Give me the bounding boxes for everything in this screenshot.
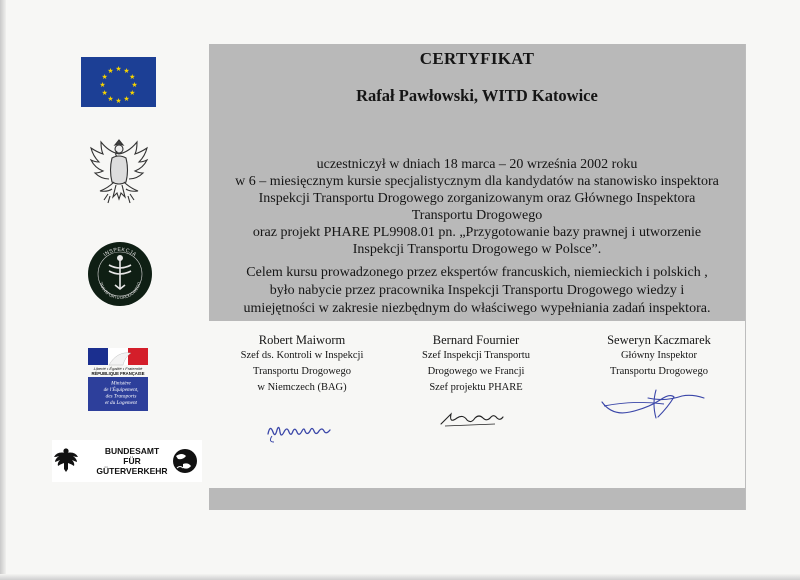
svg-text:★: ★ — [115, 65, 122, 73]
french-ministry-logo-icon — [85, 345, 153, 413]
body-line: uczestniczył w dniach 18 marca – 20 września 2002 roku — [316, 157, 638, 172]
svg-text:★: ★ — [129, 73, 136, 81]
svg-text:TRANSPORTU DROGOWEGO: TRANSPORTU DROGOWEGO — [98, 281, 142, 301]
body-line: w 6 – miesięcznym kursie specjalistycznym dla kandydatów na stanowisko inspektora — [235, 174, 719, 189]
bag-logo-icon — [52, 440, 202, 482]
bag-name-line: BUNDESAMT — [104, 446, 160, 456]
signature-maiworm — [262, 412, 372, 446]
signatory-name: Bernard Fournier — [432, 333, 520, 347]
certificate-title: CERTYFIKAT — [419, 49, 535, 68]
signatory-role-line: Drogowego we Francji — [427, 366, 525, 377]
footer-bar — [209, 488, 745, 510]
body-line: oraz projekt PHARE PL9908.01 pn. „Przygotowanie bazy prawnej i utworzenie — [252, 225, 702, 240]
svg-text:★: ★ — [101, 89, 108, 97]
signatory-kaczmarek — [585, 333, 733, 380]
polish-eagle-emblem-icon — [86, 136, 152, 210]
certificate-body — [209, 156, 745, 258]
svg-text:★: ★ — [115, 97, 122, 105]
course-purpose — [209, 264, 745, 318]
signatory-role-line: Szef ds. Kontroli w Inspekcji — [240, 350, 364, 361]
svg-text:★: ★ — [129, 89, 136, 97]
bag-name-line: FÜR — [123, 456, 141, 466]
purpose-line: umiejętności w zakresie niezbędnym do właściwego wypełniania zadań inspektora. — [243, 301, 711, 316]
svg-text:★: ★ — [123, 94, 130, 103]
signatory-role-line: Transportu Drogowego — [610, 366, 708, 377]
svg-text:et du Logement: et du Logement — [105, 400, 137, 406]
page-shadow-left — [0, 0, 6, 580]
purpose-line: Celem kursu prowadzonego przez ekspertów francuskich, niemieckich i polskich , — [246, 265, 708, 280]
svg-text:INSPEKCJA: INSPEKCJA — [102, 246, 138, 259]
svg-text:★: ★ — [131, 81, 138, 89]
signatory-maiworm — [228, 333, 376, 396]
signatory-fournier — [402, 333, 550, 396]
body-line: Inspekcji Transportu Drogowego w Polsce”. — [352, 242, 602, 257]
signatory-role-line: Główny Inspektor — [620, 350, 698, 361]
svg-text:★: ★ — [107, 94, 114, 103]
svg-text:RÉPUBLIQUE FRANÇAISE: RÉPUBLIQUE FRANÇAISE — [91, 371, 145, 376]
recipient-name: Rafał Pawłowski, WITD Katowice — [356, 86, 598, 105]
signatory-role-line: Szef Inspekcji Transportu — [422, 350, 530, 361]
body-line: Transportu Drogowego — [411, 208, 543, 223]
svg-text:★: ★ — [123, 67, 130, 76]
signatory-role-line: Transportu Drogowego — [253, 366, 351, 377]
svg-text:★: ★ — [99, 81, 106, 89]
itd-inspection-seal-icon — [87, 241, 153, 307]
svg-text:★: ★ — [107, 67, 114, 76]
eu-flag-icon — [81, 57, 156, 107]
signature-fournier — [437, 408, 537, 432]
signatory-role-line: w Niemczech (BAG) — [257, 382, 347, 393]
svg-text:des Transports: des Transports — [105, 393, 137, 400]
page-shadow-bottom — [0, 574, 800, 580]
bag-name-line: GÜTERVERKEHR — [96, 466, 168, 476]
panel-border-line — [745, 44, 746, 510]
svg-text:★: ★ — [101, 73, 108, 81]
svg-text:Ministère: Ministère — [111, 380, 131, 387]
purpose-line: było nabycie przez pracownika Inspekcji Transportu Drogowego wiedzy i — [269, 283, 685, 298]
svg-text:de l'Équipement,: de l'Équipement, — [103, 387, 139, 393]
signatory-role-line: Szef projektu PHARE — [429, 382, 523, 393]
signature-kaczmarek — [598, 382, 708, 422]
signatory-name: Seweryn Kaczmarek — [607, 333, 711, 347]
svg-text:Liberté • Égalité • Fraternité: Liberté • Égalité • Fraternité — [93, 366, 143, 371]
signatory-name: Robert Maiworm — [258, 333, 346, 347]
body-line: Inspekcji Transportu Drogowego zorganizowanym oraz Głównego Inspektora — [258, 191, 696, 206]
